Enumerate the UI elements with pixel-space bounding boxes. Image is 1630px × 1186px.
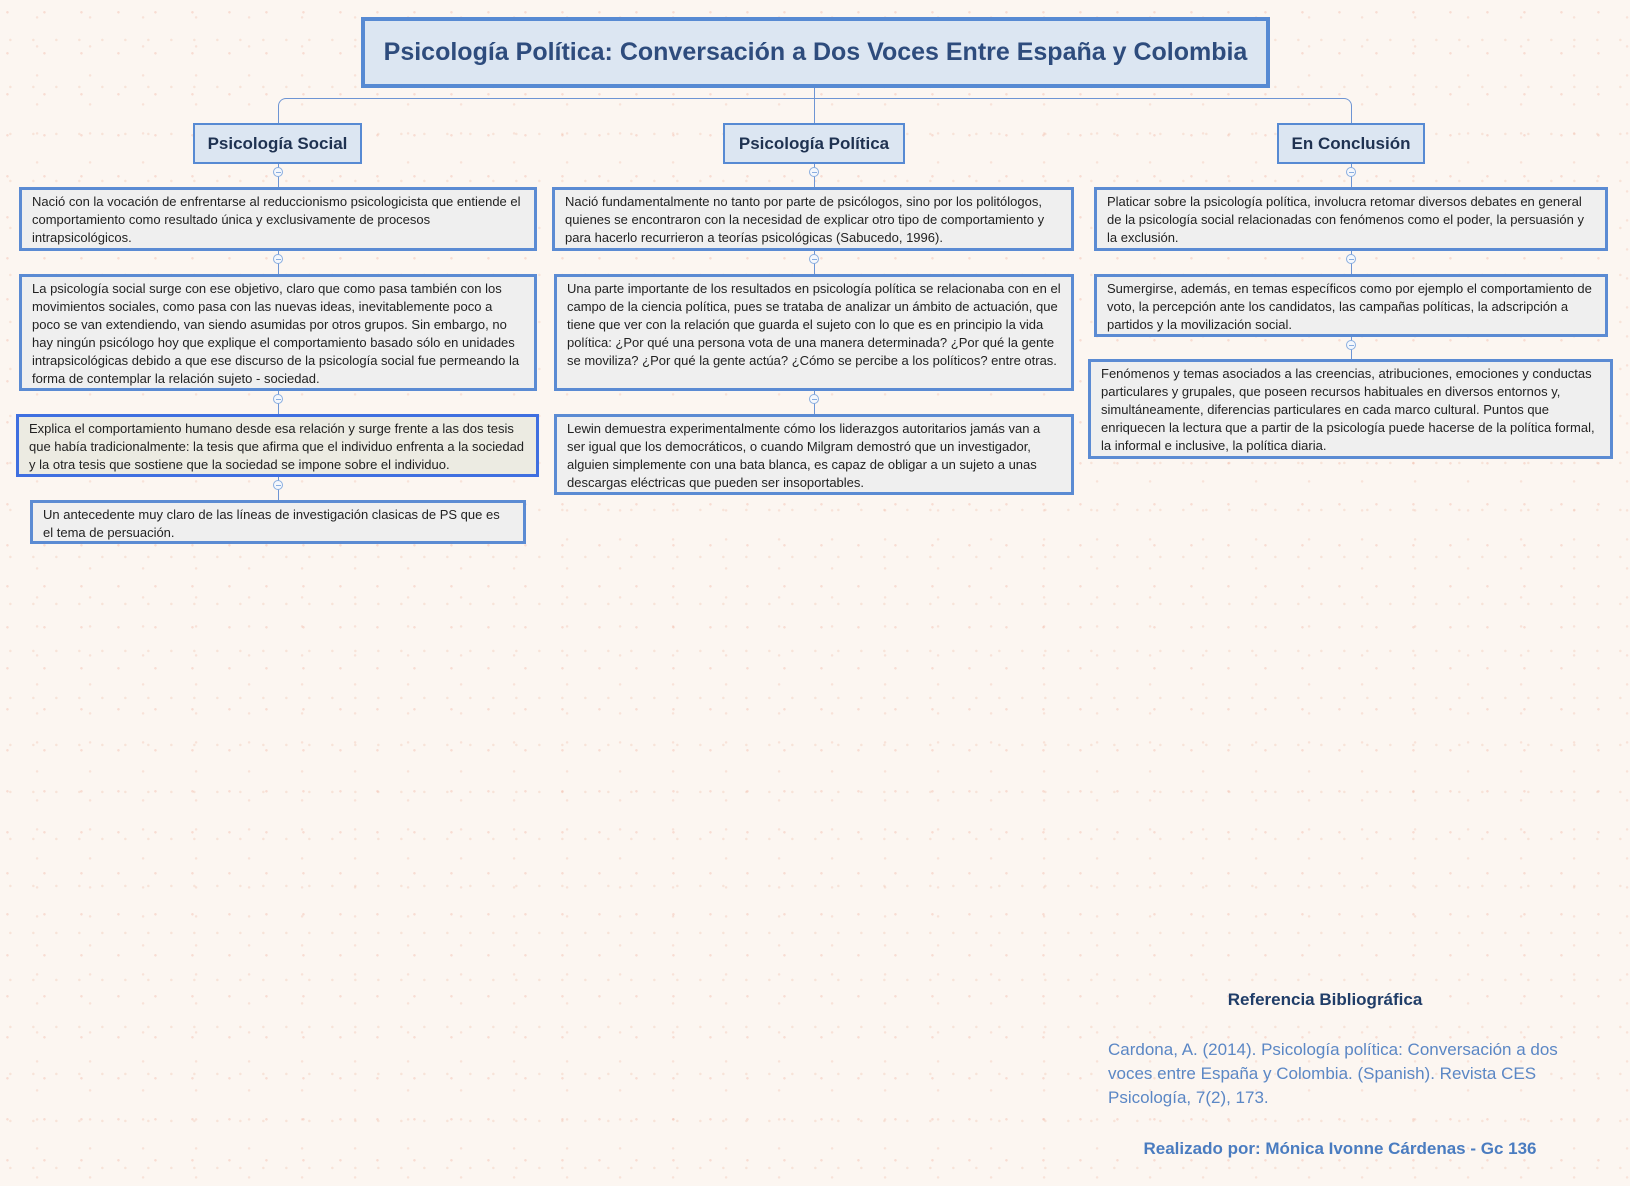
collapse-icon[interactable]	[273, 394, 283, 404]
connector	[278, 98, 1352, 123]
node-politica-2[interactable]: Una parte importante de los resultados en psicología política se relacionaba con en el campo de la ciencia política, pues se trataba de analizar un ámbito de actuación, que tiene que ver con la relación que guarda el sujeto con lo que es en principio la vida política: ¿Por qué una persona vota de una manera determinada? ¿Por qué la gente se moviliza? ¿Por qué la gente actúa? ¿Cómo se percibe a los políticos? entre otras.	[554, 274, 1074, 391]
node-social-1[interactable]: Nació con la vocación de enfrentarse al reduccionismo psicologicista que entiende el comportamiento como resultado única y exclusivamente de procesos intrapsicológicos.	[19, 187, 537, 251]
node-conclusion-3[interactable]: Fenómenos y temas asociados a las creencias, atribuciones, emociones y conductas particulares y grupales, que poseen recursos habituales en diversos entornos y, simultáneamente, diferencias particulares en cada marco cultural. Puntos que enriquecen la lectura que a partir de la psicología puede hacerse de la política formal, la informal e inclusive, la política diaria.	[1088, 359, 1613, 459]
collapse-icon[interactable]	[273, 254, 283, 264]
author-credit: Realizado por: Mónica Ivonne Cárdenas - Gc 136	[1143, 1139, 1537, 1158]
node-social-4[interactable]: Un antecedente muy claro de las líneas de investigación clasicas de PS que es el tema de persuación.	[30, 500, 526, 544]
collapse-icon[interactable]	[1346, 254, 1356, 264]
collapse-icon[interactable]	[273, 480, 283, 490]
collapse-icon[interactable]	[1346, 167, 1356, 177]
central-topic[interactable]: Psicología Política: Conversación a Dos Voces Entre España y Colombia	[361, 17, 1270, 88]
reference-heading: Referencia Bibliográfica	[1227, 990, 1423, 1009]
node-conclusion-1[interactable]: Platicar sobre la psicología política, involucra retomar diversos debates en general de la psicología social relacionadas con fenómenos como el poder, la persuasión y la exclusión.	[1094, 187, 1608, 251]
reference-citation: Cardona, A. (2014). Psicología política: Conversación a dos voces entre España y Colombia. (Spanish). Revista CES Psicología, 7(2), 173.	[1108, 1040, 1558, 1107]
node-conclusion-2[interactable]: Sumergirse, además, en temas específicos como por ejemplo el comportamiento de voto, la percepción ante los candidatos, las campañas políticas, la adscripción a partidos y la movilización social.	[1094, 274, 1608, 337]
node-politica-3[interactable]: Lewin demuestra experimentalmente cómo los liderazgos autoritarios jamás van a ser igual que los democráticos, o cuando Milgram demostró que un investigador, alguien simplemente con una bata blanca, es capaz de obligar a un sujeto a unas descargas eléctricas que pueden ser insoportables.	[554, 414, 1074, 495]
branch-psicologia-social[interactable]: Psicología Social	[193, 123, 362, 164]
branch-psicologia-politica[interactable]: Psicología Política	[723, 123, 905, 164]
collapse-icon[interactable]	[273, 167, 283, 177]
node-social-3[interactable]: Explica el comportamiento humano desde esa relación y surge frente a las dos tesis que había tradicionalmente: la tesis que afirma que el individuo enfrenta a la sociedad y la otra tesis que sostiene que la sociedad se impone sobre el individuo.	[16, 414, 539, 477]
node-social-2[interactable]: La psicología social surge con ese objetivo, claro que como pasa también con los movimientos sociales, como pasa con las nuevas ideas, inevitablemente poco a poco se van extendiendo, van siendo asumidas por otros grupos. Sin embargo, no hay ningún psicólogo hoy que explique el comportamiento basado sólo en unidades intrapsicológicas debido a que ese discurso de la psicología social fue permeando la forma de contemplar la relación sujeto - sociedad.	[19, 274, 537, 391]
collapse-icon[interactable]	[809, 167, 819, 177]
collapse-icon[interactable]	[809, 394, 819, 404]
branch-en-conclusion[interactable]: En Conclusión	[1277, 123, 1425, 164]
collapse-icon[interactable]	[809, 254, 819, 264]
collapse-icon[interactable]	[1346, 340, 1356, 350]
node-politica-1[interactable]: Nació fundamentalmente no tanto por parte de psicólogos, sino por los politólogos, quienes se encontraron con la necesidad de explicar otro tipo de comportamiento y para hacerlo recurrieron a teorías psicológicas (Sabucedo, 1996).	[552, 187, 1074, 251]
